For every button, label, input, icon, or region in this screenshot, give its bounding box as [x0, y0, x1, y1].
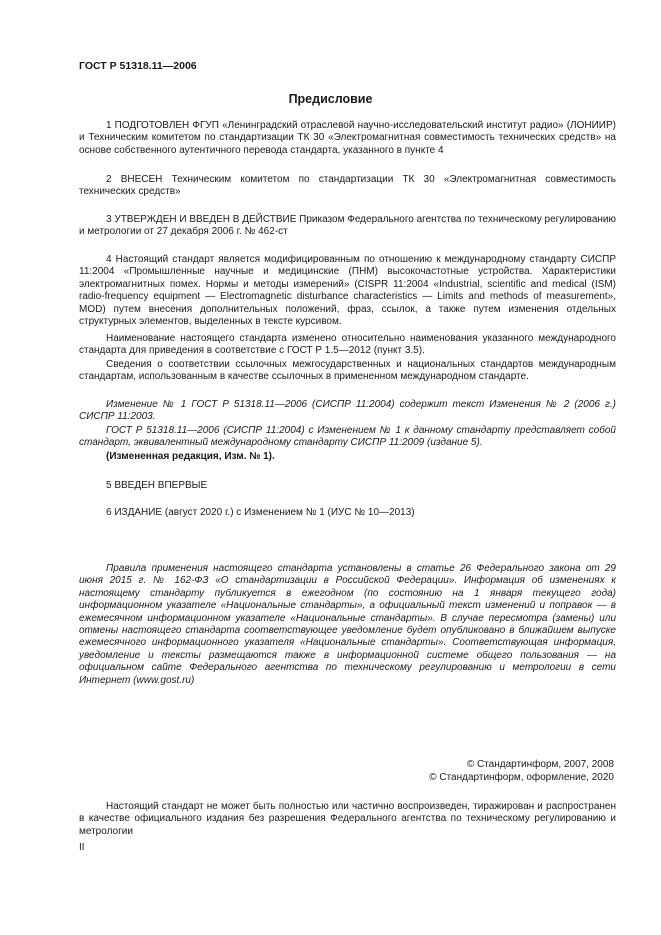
item-2	[79, 174, 616, 199]
item-4	[79, 254, 616, 328]
item-6-text: 6 ИЗДАНИЕ (август 2020 г.) с Изменением № 1 (ИУС № 10—2013)	[106, 507, 415, 518]
reproduction-note-text: Настоящий стандарт не может быть полностью или частично воспроизведен, тиражирован и распространен в качестве официального издания без разрешения Федерального агентства по техническому регулированию и метрологии	[79, 801, 616, 837]
item-5-text: 5 ВВЕДЕН ВПЕРВЫЕ	[106, 480, 208, 491]
item-4-edition	[79, 451, 616, 463]
item-4-change-2-text: ГОСТ Р 51318.11—2006 (СИСПР 11:2004) с Изменением № 1 к данному стандарту представляет собой стандарт, эквивалентный международному стандарту СИСПР 11:2009 (издание 5).	[79, 425, 616, 449]
item-4-text: 4 Настоящий стандарт является модифицированным по отношению к международному стандарту СИСПР 11:2004 «Промышленные научные и медицинские (ПНМ) высокочастотные устройства. Характеристики электромагнитных помех. Нормы и методы измерений» (CISPR 11:2004 «Industrial, scientific and medical (ISM) radio-frequency equipment — Electromagnetic disturbance characteristics — Limits and methods of measurement», MOD) путем внесения дополнительных положений, фраз, ссылок, а также путем изменения отдельных структурных элементов, выделенных в тексте курсивом.	[79, 254, 616, 328]
reproduction-note	[79, 801, 616, 838]
item-4-info-text: Сведения о соответствии ссылочных межгосударственных и национальных стандартов международным стандартам, использованным в качестве ссылочных в примененном международном стандарте.	[79, 359, 616, 383]
copyright-line-2: © Стандартинформ, оформление, 2020	[429, 772, 614, 783]
item-4-naming-text: Наименование настоящего стандарта изменено относительно наименования указанного международного стандарта для приведения в соответствие с ГОСТ Р 1.5—2012 (пункт 3.5).	[79, 333, 616, 357]
page-title: Предисловие	[288, 92, 373, 106]
item-4-info	[79, 359, 616, 384]
item-5	[79, 480, 616, 492]
rules-note	[79, 563, 616, 687]
item-4-change-2	[79, 425, 616, 450]
item-4-edition-text: (Измененная редакция, Изм. № 1).	[106, 451, 275, 462]
item-3-text: 3 УТВЕРЖДЕН И ВВЕДЕН В ДЕЙСТВИЕ Приказом Федерального агентства по техническому регулированию и метрологии от 27 декабря 2006 г. № 462-ст	[79, 214, 616, 238]
item-4-change-1-text: Изменение № 1 ГОСТ Р 51318.11—2006 (СИСПР 11:2004) содержит текст Изменения № 2 (2006 г.) СИСПР 11:2003.	[79, 399, 616, 423]
rules-note-text: Правила применения настоящего стандарта установлены в статье 26 Федерального закона от 29 июня 2015 г. № 162-ФЗ «О стандартизации в Российской Федерации». Информация об изменениях к настоящему стандарту публикуется в ежегодном (по состоянию на 1 января текущего года) информационном указателе «Национальные стандарты», а официальный текст изменений и поправок — в ежемесячном информационном указателе «Национальные стандарты». В случае пересмотра (замены) или отмены настоящего стандарта соответствующее уведомление будет опубликовано в ближайшем выпуске ежемесячного информационного указателя «Национальные стандарты». Соответствующая информация, уведомление и тексты размещаются также в информационной системе общего пользования — на официальном сайте Федерального агентства по техническому регулированию и метрологии в сети Интернет (www.gost.ru)	[79, 563, 616, 686]
item-2-text: 2 ВНЕСЕН Техническим комитетом по стандартизации ТК 30 «Электромагнитная совместимость технических средств»	[79, 174, 616, 198]
item-3	[79, 214, 616, 239]
item-4-change-1	[79, 399, 616, 424]
item-1-text: 1 ПОДГОТОВЛЕН ФГУП «Ленинградский отраслевой научно-исследовательский институт радио» (ЛОНИИР) и Техническим комитетом по стандартизации ТК 30 «Электромагнитная совместимость технических средств» на основе собственного аутентичного перевода стандарта, указанного в пункте 4	[79, 120, 616, 156]
item-1	[79, 120, 616, 157]
item-6	[79, 507, 616, 519]
document-code: ГОСТ Р 51318.11—2006	[79, 60, 197, 72]
page-number: II	[79, 842, 85, 853]
item-4-naming	[79, 333, 616, 358]
copyright-line-1: © Стандартинформ, 2007, 2008	[466, 759, 614, 770]
